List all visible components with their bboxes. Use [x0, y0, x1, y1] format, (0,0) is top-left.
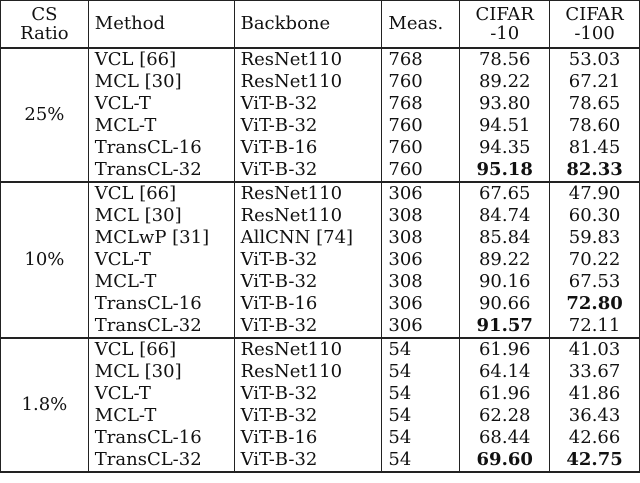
- meas-cell: 54: [382, 449, 460, 472]
- cifar100-cell: 70.22: [550, 249, 640, 271]
- cifar10-cell: 67.65: [460, 182, 550, 205]
- cifar10-cell: 94.35: [460, 137, 550, 159]
- backbone-cell: ResNet110: [234, 48, 382, 71]
- backbone-cell: ViT-B-32: [234, 449, 382, 472]
- cifar100-cell: 41.03: [550, 338, 640, 361]
- meas-cell: 760: [382, 71, 460, 93]
- header-method: Method: [88, 1, 234, 49]
- table-header: [1, 1, 640, 49]
- cifar10-cell: 93.80: [460, 93, 550, 115]
- cifar10-cell: 78.56: [460, 48, 550, 71]
- header-meas: Meas.: [382, 1, 460, 49]
- method-cell: VCL-T: [88, 383, 234, 405]
- cifar100-cell: 41.86: [550, 383, 640, 405]
- cifar100-cell: 53.03: [550, 48, 640, 71]
- header-cs-ratio: [1, 1, 89, 49]
- table-body: [1, 48, 640, 472]
- cs-ratio-cell: 10%: [1, 182, 89, 338]
- cifar100-cell: 72.11: [550, 315, 640, 338]
- cifar100-cell: 59.83: [550, 227, 640, 249]
- meas-cell: 760: [382, 115, 460, 137]
- backbone-cell: ResNet110: [234, 182, 382, 205]
- backbone-cell: ViT-B-32: [234, 249, 382, 271]
- cifar10-cell: 95.18: [460, 159, 550, 182]
- table-row: [1, 449, 640, 472]
- cifar100-cell: 47.90: [550, 182, 640, 205]
- cifar10-cell: 89.22: [460, 249, 550, 271]
- meas-cell: 306: [382, 293, 460, 315]
- backbone-cell: ViT-B-32: [234, 93, 382, 115]
- backbone-cell: ResNet110: [234, 338, 382, 361]
- cifar100-cell: 78.60: [550, 115, 640, 137]
- cifar100-cell: 42.75: [550, 449, 640, 472]
- cifar100-cell: 78.65: [550, 93, 640, 115]
- meas-cell: 308: [382, 227, 460, 249]
- header-cifar100-line2: -100: [574, 23, 615, 44]
- header-cs-ratio-line2: Ratio: [20, 23, 69, 44]
- meas-cell: 54: [382, 361, 460, 383]
- cifar10-cell: 68.44: [460, 427, 550, 449]
- backbone-cell: ViT-B-32: [234, 315, 382, 338]
- method-cell: TransCL-32: [88, 449, 234, 472]
- table-row: [1, 249, 640, 271]
- cifar100-cell: 81.45: [550, 137, 640, 159]
- meas-cell: 306: [382, 182, 460, 205]
- backbone-cell: ViT-B-16: [234, 137, 382, 159]
- method-cell: VCL [66]: [88, 48, 234, 71]
- cifar10-cell: 84.74: [460, 205, 550, 227]
- backbone-cell: ResNet110: [234, 71, 382, 93]
- cifar10-cell: 64.14: [460, 361, 550, 383]
- cifar100-cell: 42.66: [550, 427, 640, 449]
- method-cell: TransCL-16: [88, 427, 234, 449]
- cifar10-cell: 69.60: [460, 449, 550, 472]
- table-row: [1, 361, 640, 383]
- header-cifar10: [460, 1, 550, 49]
- table-row: [1, 115, 640, 137]
- cifar10-cell: 85.84: [460, 227, 550, 249]
- table-row: [1, 205, 640, 227]
- cifar100-cell: 72.80: [550, 293, 640, 315]
- method-cell: TransCL-32: [88, 315, 234, 338]
- cifar100-cell: 67.53: [550, 271, 640, 293]
- header-cifar100-line1: CIFAR: [565, 3, 624, 25]
- table-row: [1, 93, 640, 115]
- method-cell: TransCL-32: [88, 159, 234, 182]
- header-backbone: Backbone: [234, 1, 382, 49]
- table-row: [1, 271, 640, 293]
- table-row: [1, 159, 640, 182]
- cs-ratio-cell: 1.8%: [1, 338, 89, 472]
- table-row: [1, 71, 640, 93]
- header-cifar10-line1: CIFAR: [475, 3, 534, 25]
- method-cell: MCL [30]: [88, 361, 234, 383]
- method-cell: MCL [30]: [88, 71, 234, 93]
- cifar10-cell: 91.57: [460, 315, 550, 338]
- method-cell: VCL-T: [88, 249, 234, 271]
- cifar10-cell: 61.96: [460, 383, 550, 405]
- backbone-cell: ResNet110: [234, 205, 382, 227]
- cifar100-cell: 67.21: [550, 71, 640, 93]
- header-cifar10-line2: -10: [490, 23, 520, 44]
- cifar100-cell: 82.33: [550, 159, 640, 182]
- meas-cell: 308: [382, 271, 460, 293]
- method-cell: MCL-T: [88, 115, 234, 137]
- table-row: [1, 293, 640, 315]
- meas-cell: 768: [382, 48, 460, 71]
- meas-cell: 54: [382, 383, 460, 405]
- cifar100-cell: 36.43: [550, 405, 640, 427]
- backbone-cell: ViT-B-32: [234, 271, 382, 293]
- backbone-cell: ViT-B-32: [234, 383, 382, 405]
- cifar10-cell: 90.66: [460, 293, 550, 315]
- method-cell: VCL-T: [88, 93, 234, 115]
- method-cell: MCL-T: [88, 271, 234, 293]
- cifar10-cell: 89.22: [460, 71, 550, 93]
- backbone-cell: ViT-B-16: [234, 427, 382, 449]
- meas-cell: 768: [382, 93, 460, 115]
- method-cell: MCL [30]: [88, 205, 234, 227]
- backbone-cell: ViT-B-32: [234, 159, 382, 182]
- table-row: [1, 137, 640, 159]
- method-cell: VCL [66]: [88, 338, 234, 361]
- method-cell: VCL [66]: [88, 182, 234, 205]
- meas-cell: 306: [382, 315, 460, 338]
- meas-cell: 306: [382, 249, 460, 271]
- table-row: [1, 383, 640, 405]
- cs-ratio-cell: 25%: [1, 48, 89, 182]
- backbone-cell: AllCNN [74]: [234, 227, 382, 249]
- method-cell: TransCL-16: [88, 293, 234, 315]
- meas-cell: 54: [382, 338, 460, 361]
- backbone-cell: ViT-B-32: [234, 405, 382, 427]
- meas-cell: 760: [382, 159, 460, 182]
- meas-cell: 54: [382, 405, 460, 427]
- cifar10-cell: 61.96: [460, 338, 550, 361]
- header-cs-ratio-line1: CS: [31, 3, 58, 25]
- backbone-cell: ViT-B-32: [234, 115, 382, 137]
- cifar10-cell: 94.51: [460, 115, 550, 137]
- meas-cell: 54: [382, 427, 460, 449]
- cifar10-cell: 62.28: [460, 405, 550, 427]
- method-cell: TransCL-16: [88, 137, 234, 159]
- table-row: [1, 338, 640, 361]
- backbone-cell: ResNet110: [234, 361, 382, 383]
- cifar100-cell: 60.30: [550, 205, 640, 227]
- meas-cell: 760: [382, 137, 460, 159]
- table-row: [1, 227, 640, 249]
- meas-cell: 308: [382, 205, 460, 227]
- table-row: [1, 315, 640, 338]
- method-cell: MCLwP [31]: [88, 227, 234, 249]
- header-cifar100: [550, 1, 640, 49]
- table-row: [1, 405, 640, 427]
- table-row: [1, 427, 640, 449]
- table-row: [1, 48, 640, 71]
- cifar10-cell: 90.16: [460, 271, 550, 293]
- cifar100-cell: 33.67: [550, 361, 640, 383]
- method-cell: MCL-T: [88, 405, 234, 427]
- table-row: [1, 182, 640, 205]
- backbone-cell: ViT-B-16: [234, 293, 382, 315]
